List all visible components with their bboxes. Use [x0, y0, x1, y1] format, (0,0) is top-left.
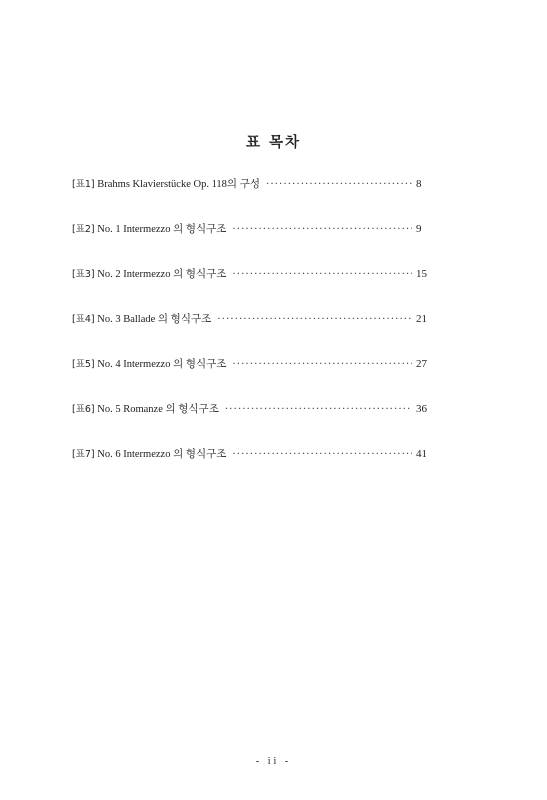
toc-entry-label	[72, 446, 226, 461]
toc-entry-label	[72, 311, 211, 326]
toc-entry-page: 21	[416, 313, 427, 325]
toc-entry[interactable]	[72, 311, 432, 356]
toc-entry-text: No. 6 Intermezzo 의 형식구조	[97, 449, 227, 460]
dot-leader	[225, 403, 412, 415]
toc-entry[interactable]	[72, 221, 432, 266]
dot-leader	[232, 358, 412, 370]
dot-leader	[232, 223, 412, 235]
toc-entry[interactable]	[72, 356, 432, 401]
page-number: - ii -	[255, 756, 292, 767]
toc-entry-tag: [표2]	[72, 224, 95, 235]
toc-entry-text: No. 1 Intermezzo 의 형식구조	[97, 224, 227, 235]
toc-entry-tag: [표6]	[72, 404, 95, 415]
dot-leader	[266, 178, 412, 190]
toc-entry[interactable]	[72, 446, 432, 491]
toc-entry-text: No. 3 Ballade 의 형식구조	[97, 314, 212, 325]
toc-entry-text: No. 4 Intermezzo 의 형식구조	[97, 359, 227, 370]
toc-entry-page: 15	[416, 268, 427, 280]
toc-entry[interactable]	[72, 266, 432, 311]
toc-entry-label	[72, 401, 219, 416]
dot-leader	[232, 448, 412, 460]
toc-entry-tag: [표1]	[72, 179, 95, 190]
toc-entry-page: 9	[416, 223, 422, 235]
toc-entry-text: No. 2 Intermezzo 의 형식구조	[97, 269, 227, 280]
toc-entry-tag: [표7]	[72, 449, 95, 460]
toc-entry-label	[72, 176, 260, 191]
toc-entry-page: 36	[416, 403, 427, 415]
page-title: 표 목차	[245, 135, 302, 151]
dot-leader	[232, 268, 412, 280]
toc-entry-page: 41	[416, 448, 427, 460]
toc-entry-text: No. 5 Romanze 의 형식구조	[97, 404, 219, 415]
table-of-contents	[72, 176, 432, 491]
dot-leader	[217, 313, 412, 325]
toc-entry-page: 27	[416, 358, 427, 370]
toc-entry-tag: [표5]	[72, 359, 95, 370]
toc-entry-tag: [표3]	[72, 269, 95, 280]
toc-entry-page: 8	[416, 178, 422, 190]
toc-entry-tag: [표4]	[72, 314, 95, 325]
toc-entry[interactable]	[72, 176, 432, 221]
toc-entry-label	[72, 266, 226, 281]
toc-entry-label	[72, 221, 226, 236]
toc-entry-label	[72, 356, 226, 371]
toc-entry[interactable]	[72, 401, 432, 446]
toc-entry-text: Brahms Klavierstücke Op. 118의 구성	[97, 179, 260, 190]
